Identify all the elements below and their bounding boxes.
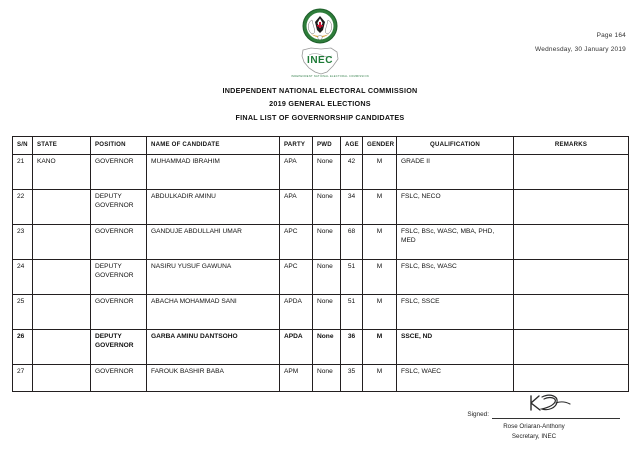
cell-position: GOVERNOR: [91, 294, 147, 329]
cell-pwd: None: [313, 259, 341, 294]
cell-state: [33, 364, 91, 391]
cell-position: GOVERNOR: [91, 154, 147, 189]
inec-acronym: INEC: [307, 55, 333, 66]
cell-gender: M: [363, 294, 397, 329]
cell-name: GARBA AMINU DANTSOHO: [147, 329, 280, 364]
cell-party: APDA: [280, 294, 313, 329]
col-header-sn: S/N: [13, 136, 33, 154]
cell-party: APDA: [280, 329, 313, 364]
candidates-table-wrapper: [12, 136, 628, 392]
cell-pwd: None: [313, 224, 341, 259]
cell-party: APC: [280, 259, 313, 294]
cell-party: APC: [280, 224, 313, 259]
cell-age: 51: [341, 259, 363, 294]
coat-of-arms-icon: [298, 8, 342, 48]
cell-party: APM: [280, 364, 313, 391]
inec-wordmark: [291, 46, 369, 78]
cell-pwd: None: [313, 364, 341, 391]
cell-position: GOVERNOR: [91, 224, 147, 259]
cell-party: APA: [280, 154, 313, 189]
cell-sn: 26: [13, 329, 33, 364]
cell-pwd: None: [313, 294, 341, 329]
cell-state: KANO: [33, 154, 91, 189]
document-date: Wednesday, 30 January 2019: [535, 46, 626, 53]
cell-age: 36: [341, 329, 363, 364]
inec-subtitle: INDEPENDENT NATIONAL ELECTORAL COMMISSION: [291, 75, 369, 78]
cell-name: ABDULKADIR AMINU: [147, 189, 280, 224]
cell-party: APA: [280, 189, 313, 224]
document-title: [0, 84, 640, 124]
cell-remarks: [514, 294, 629, 329]
cell-age: 68: [341, 224, 363, 259]
cell-qualification: FSLC, WAEC: [397, 364, 514, 391]
col-header-position: POSITION: [91, 136, 147, 154]
cell-qualification: SSCE, ND: [397, 329, 514, 364]
cell-sn: 25: [13, 294, 33, 329]
cell-gender: M: [363, 224, 397, 259]
cell-age: 35: [341, 364, 363, 391]
candidates-table: [12, 136, 629, 392]
page-number: Page 164: [596, 32, 626, 39]
cell-pwd: None: [313, 329, 341, 364]
cell-qualification: FSLC, SSCE: [397, 294, 514, 329]
cell-state: [33, 294, 91, 329]
page-meta: [535, 32, 626, 53]
cell-qualification: FSLC, NECO: [397, 189, 514, 224]
cell-remarks: [514, 329, 629, 364]
cell-qualification: FSLC, BSc, WASC: [397, 259, 514, 294]
table-row: [13, 364, 629, 391]
cell-pwd: None: [313, 189, 341, 224]
cell-remarks: [514, 259, 629, 294]
signed-label: Signed:: [467, 411, 489, 419]
title-line-commission: INDEPENDENT NATIONAL ELECTORAL COMMISSION: [222, 86, 418, 95]
signatory-title: Secretary, INEC: [511, 432, 557, 440]
table-header-row: [13, 136, 629, 154]
cell-sn: 22: [13, 189, 33, 224]
col-header-qualification: QUALIFICATION: [397, 136, 514, 154]
table-row: [13, 329, 629, 364]
cell-gender: M: [363, 154, 397, 189]
cell-name: NASIRU YUSUF GAWUNA: [147, 259, 280, 294]
cell-position: DEPUTY GOVERNOR: [91, 189, 147, 224]
cell-gender: M: [363, 364, 397, 391]
col-header-gender: GENDER: [363, 136, 397, 154]
cell-name: MUHAMMAD IBRAHIM: [147, 154, 280, 189]
cell-remarks: [514, 189, 629, 224]
cell-position: GOVERNOR: [91, 364, 147, 391]
cell-age: 42: [341, 154, 363, 189]
signature-block: [420, 400, 620, 441]
cell-age: 34: [341, 189, 363, 224]
cell-name: ABACHA MOHAMMAD SANI: [147, 294, 280, 329]
handwritten-signature-icon: [526, 394, 572, 417]
cell-state: [33, 224, 91, 259]
cell-pwd: None: [313, 154, 341, 189]
cell-qualification: FSLC, BSc, WASC, MBA, PHD, MED: [397, 224, 514, 259]
col-header-remarks: REMARKS: [514, 136, 629, 154]
table-row: [13, 224, 629, 259]
cell-remarks: [514, 224, 629, 259]
cell-position: DEPUTY GOVERNOR: [91, 259, 147, 294]
cell-remarks: [514, 364, 629, 391]
signatory-name: Rose Oriaran-Anthony: [503, 423, 565, 431]
page-header: [0, 0, 640, 80]
table-row: [13, 259, 629, 294]
col-header-age: AGE: [341, 136, 363, 154]
cell-sn: 23: [13, 224, 33, 259]
col-header-party: PARTY: [280, 136, 313, 154]
cell-gender: M: [363, 259, 397, 294]
cell-remarks: [514, 154, 629, 189]
col-header-pwd: PWD: [313, 136, 341, 154]
table-row: [13, 154, 629, 189]
col-header-state: STATE: [33, 136, 91, 154]
table-row: [13, 189, 629, 224]
signature-line: [492, 400, 620, 419]
cell-sn: 21: [13, 154, 33, 189]
table-row: [13, 294, 629, 329]
cell-sn: 24: [13, 259, 33, 294]
cell-state: [33, 259, 91, 294]
cell-qualification: GRADE II: [397, 154, 514, 189]
col-header-name: NAME OF CANDIDATE: [147, 136, 280, 154]
cell-name: GANDUJE ABDULLAHI UMAR: [147, 224, 280, 259]
cell-name: FAROUK BASHIR BABA: [147, 364, 280, 391]
cell-position: DEPUTY GOVERNOR: [91, 329, 147, 364]
cell-gender: M: [363, 329, 397, 364]
cell-sn: 27: [13, 364, 33, 391]
cell-gender: M: [363, 189, 397, 224]
title-line-elections: 2019 GENERAL ELECTIONS: [269, 99, 371, 109]
cell-state: [33, 189, 91, 224]
cell-state: [33, 329, 91, 364]
cell-age: 51: [341, 294, 363, 329]
title-line-list: FINAL LIST OF GOVERNORSHIP CANDIDATES: [235, 112, 405, 122]
